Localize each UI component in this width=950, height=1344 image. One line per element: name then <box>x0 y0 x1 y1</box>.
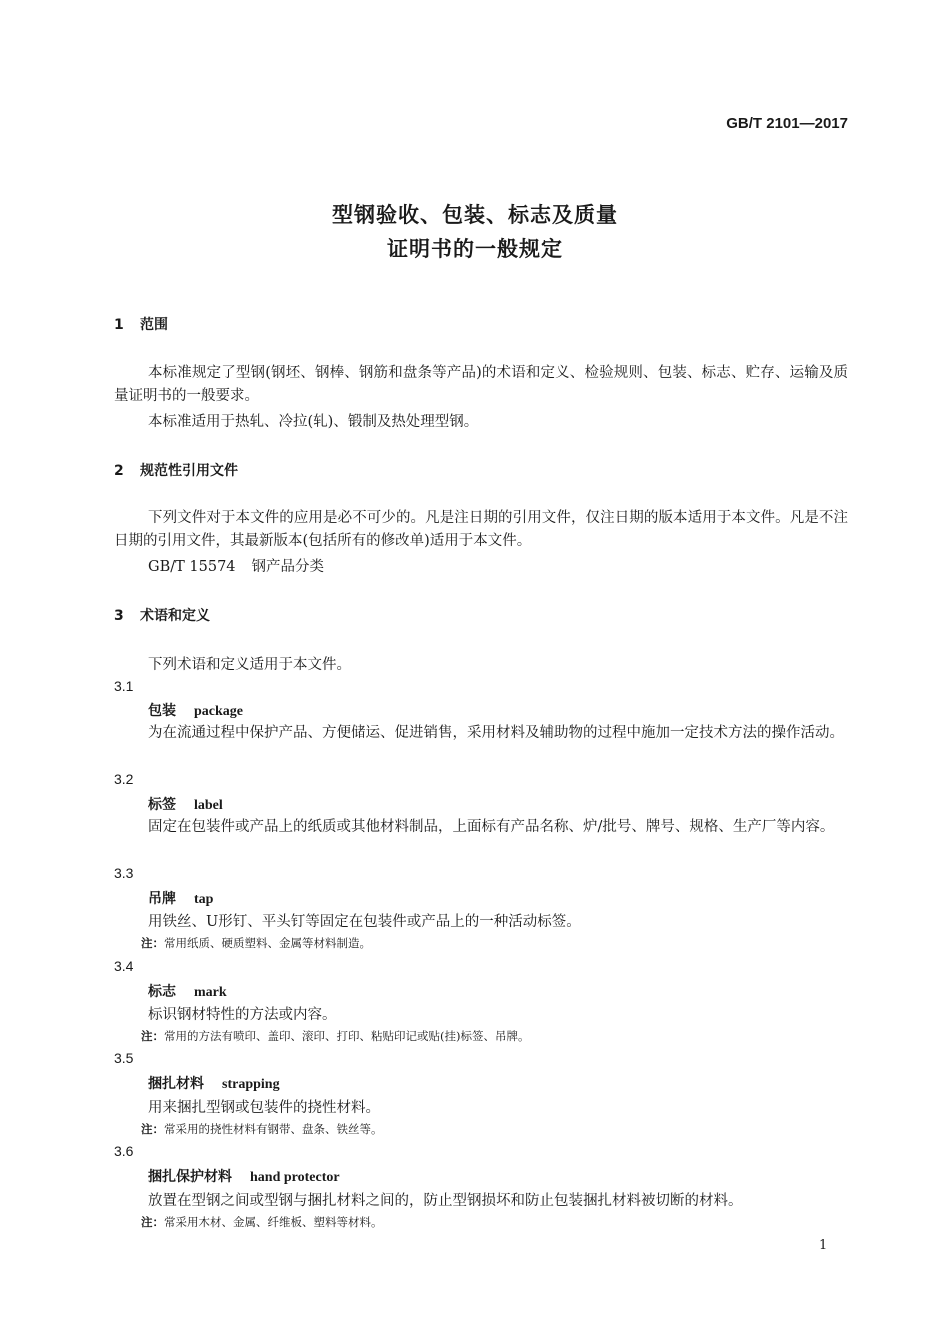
normative-reference <box>148 555 324 576</box>
term-number: 3.2 <box>114 771 134 787</box>
term-definition: 放置在型钢之间或型钢与捆扎材料之间的，防止型钢损坏和防止包装捆扎材料被切断的材料。 <box>148 1193 743 1209</box>
section-number: 3 <box>114 608 124 624</box>
term-number: 3.5 <box>114 1050 134 1066</box>
term-heading <box>148 888 213 908</box>
term-number: 3.6 <box>114 1143 134 1159</box>
note-text: 常采用木材、金属、纤维板、塑料等材料。 <box>164 1215 383 1229</box>
term-english: strapping <box>222 1077 280 1092</box>
reference-title: 钢产品分类 <box>251 559 325 575</box>
term-note <box>141 1121 383 1137</box>
section-number: 1 <box>114 317 124 333</box>
term-english: hand protector <box>250 1170 340 1185</box>
term-chinese: 标志 <box>148 984 176 1000</box>
term-chinese: 吊牌 <box>148 891 176 907</box>
term-chinese: 捆扎保护材料 <box>148 1169 232 1185</box>
section-2-heading <box>114 460 238 480</box>
term-note <box>141 1028 529 1044</box>
term-english: label <box>194 798 223 813</box>
term-note <box>141 935 371 951</box>
term-heading <box>148 700 243 720</box>
note-text: 常用纸质、硬质塑料、金属等材料制造。 <box>164 936 371 950</box>
section-title: 术语和定义 <box>140 608 210 624</box>
note-label: 注： <box>141 1029 164 1043</box>
term-english: tap <box>194 892 214 907</box>
section-3-intro: 下列术语和定义适用于本文件。 <box>148 657 351 673</box>
term-number: 3.4 <box>114 958 134 974</box>
term-chinese: 标签 <box>148 797 176 813</box>
page-number: 1 <box>819 1238 828 1253</box>
term-number: 3.1 <box>114 678 134 694</box>
term-heading <box>148 981 227 1001</box>
term-chinese: 捆扎材料 <box>148 1076 204 1092</box>
section-3-heading <box>114 605 210 625</box>
section-2-paragraph-1: 下列文件对于本文件的应用是必不可少的。凡是注日期的引用文件，仅注日期的版本适用于本文件。凡是不注日期的引用文件，其最新版本(包括所有的修改单)适用于本文件。 <box>114 510 848 549</box>
section-1-heading <box>114 314 168 334</box>
section-title: 范围 <box>140 317 168 333</box>
document-title-line-2: 证明书的一般规定 <box>387 237 563 261</box>
term-chinese: 包装 <box>148 703 176 719</box>
term-heading <box>148 1166 340 1186</box>
note-label: 注： <box>141 1215 164 1229</box>
term-definition: 标识钢材特性的方法或内容。 <box>148 1007 337 1023</box>
note-text: 常用的方法有喷印、盖印、滚印、打印、粘贴印记或贴(挂)标签、吊牌。 <box>164 1029 530 1043</box>
reference-code: GB/T 15574 <box>148 559 236 575</box>
term-definition: 固定在包装件或产品上的纸质或其他材料制品，上面标有产品名称、炉/批号、牌号、规格、生产厂等内容。 <box>148 819 835 835</box>
note-label: 注： <box>141 1122 164 1136</box>
section-1-paragraph-1: 本标准规定了型钢(钢坯、钢棒、钢筋和盘条等产品)的术语和定义、检验规则、包装、标志、贮存、运输及质量证明书的一般要求。 <box>114 365 848 404</box>
note-label: 注： <box>141 936 164 950</box>
term-heading <box>148 1073 280 1093</box>
standard-code: GB/T 2101—2017 <box>726 115 848 132</box>
term-note <box>141 1214 383 1230</box>
term-heading <box>148 794 223 814</box>
term-english: mark <box>194 985 227 1000</box>
section-1-paragraph-2: 本标准适用于热轧、冷拉(轧)、锻制及热处理型钢。 <box>148 414 479 430</box>
note-text: 常采用的挠性材料有钢带、盘条、铁丝等。 <box>164 1122 383 1136</box>
term-english: package <box>194 704 243 719</box>
document-title-line-1: 型钢验收、包装、标志及质量 <box>332 203 618 227</box>
term-definition: 为在流通过程中保护产品、方便储运、促进销售，采用材料及辅助物的过程中施加一定技术方法的操作活动。 <box>148 725 844 741</box>
section-title: 规范性引用文件 <box>140 463 238 479</box>
term-number: 3.3 <box>114 865 134 881</box>
term-definition: 用来捆扎型钢或包装件的挠性材料。 <box>148 1100 380 1116</box>
section-number: 2 <box>114 463 124 479</box>
term-definition: 用铁丝、U形钉、平头钉等固定在包装件或产品上的一种活动标签。 <box>148 914 581 930</box>
